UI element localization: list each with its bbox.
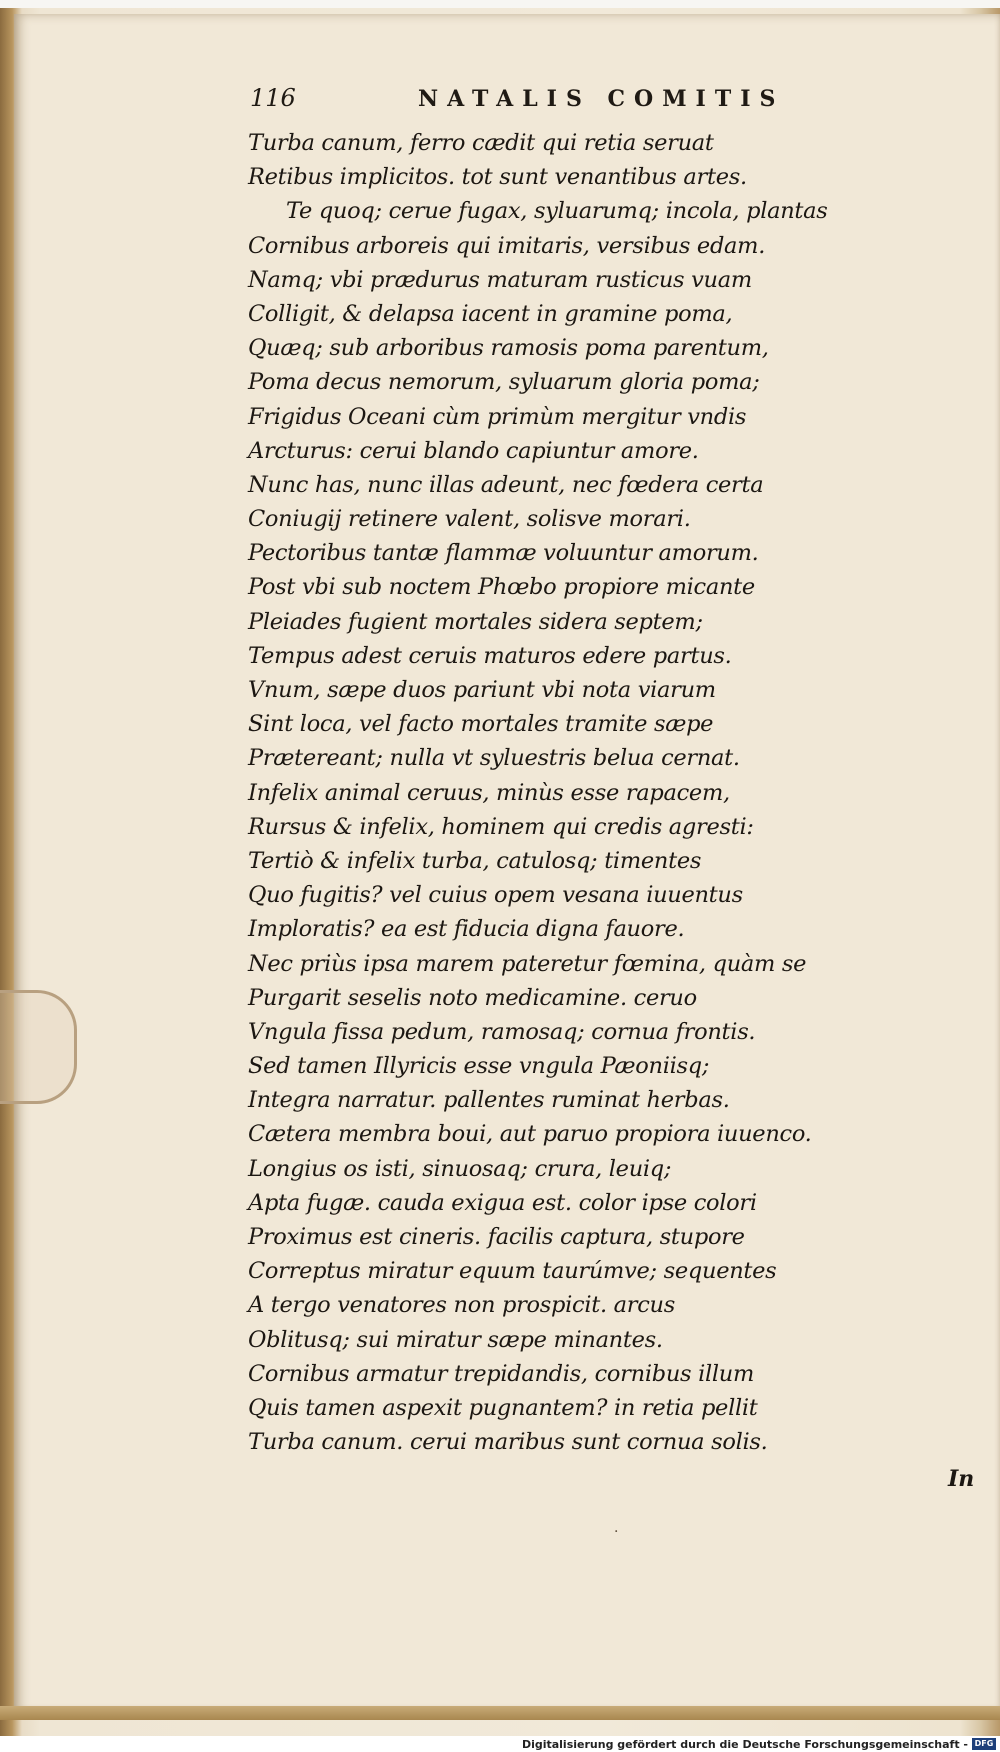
verse-line: Nunc has, nunc illas adeunt, nec fœdera certa [248,471,764,498]
verse-line: Cætera membra boui, aut paruo propiora iuuenco. [248,1121,812,1148]
verse-line: Namq; vbi prædurus maturam rusticus vuam [248,266,752,293]
verse-line: Poma decus nemorum, syluarum gloria poma; [248,369,760,396]
verse-line: Sed tamen Illyricis esse vngula Pæoniisq; [248,1053,710,1080]
verse-line: Correptus miratur equum taurúmve; sequentes [248,1258,777,1285]
verse-line: Longius os isti, sinuosaq; crura, leuiq; [248,1155,672,1182]
verse-line: Nec priùs ipsa marem pateretur fœmina, quàm se [248,950,807,977]
verse-line: Tempus adest ceruis maturos edere partus. [248,642,732,669]
digitization-credit: Digitalisierung gefördert durch die Deutsche Forschungsgemeinschaft - [521,1738,968,1751]
page-bottom-edge [0,1706,1000,1720]
verse-line: Proximus est cineris. facilis captura, stupore [248,1224,745,1250]
verse-line: Quis tamen aspexit pugnantem? in retia pellit [248,1394,758,1421]
verse-line: Retibus implicitos. tot sunt venantibus artes. [248,164,747,191]
verse-block [248,126,828,1459]
verse-line: Coniugij retinere valent, solisve morari. [248,506,691,533]
verse-line: Colligit, & delapsa iacent in gramine poma, [248,300,733,327]
verse-line: Prætereant; nulla vt syluestris belua cernat. [248,745,740,772]
verse-line: Vngula fissa pedum, ramosaq; cornua frontis. [248,1018,756,1045]
dfg-logo: DFG [972,1738,996,1750]
verse-line: Rursus & infelix, hominem qui credis agresti: [248,813,754,840]
verse-line: Quo fugitis? vel cuius opem vesana iuuentus [248,882,743,909]
verse-line: Integra narratur. pallentes ruminat herbas. [248,1087,730,1114]
verse-line: Vnum, sæpe duos pariunt vbi nota viarum [248,677,716,703]
verse-line: Cornibus arboreis qui imitaris, versibus edam. [248,232,766,259]
verse-line: Te quoq; cerue fugax, syluarumq; incola, plantas [286,198,828,225]
verse-line: Arcturus: cerui blando capiuntur amore. [248,437,699,464]
page-header [250,84,830,116]
ink-speck: · [614,1524,619,1540]
verse-line: Frigidus Oceani cùm primùm mergitur vndis [248,403,747,430]
verse-line: Quæq; sub arboribus ramosis poma parentum, [248,335,769,362]
verse-line: A tergo venatores non prospicit. arcus [248,1292,675,1319]
verse-line: Pleiades fugient mortales sidera septem; [248,608,703,635]
verse-line: Turba canum. cerui maribus sunt cornua solis. [248,1429,768,1456]
page-number: 116 [250,84,296,112]
clasp-mark [0,990,77,1104]
verse-line: Sint loca, vel facto mortales tramite sæpe [248,711,714,738]
verse-line: Tertiò & infelix turba, catulosq; timentes [248,847,702,874]
catchword: In [948,1466,975,1492]
verse-line: Oblitusq; sui miratur sæpe minantes. [248,1326,663,1353]
verse-line: Imploratis? ea est fiducia digna fauore. [248,916,685,943]
verse-line: Purgarit seselis noto medicamine. ceruo [248,984,697,1011]
running-head: NATALIS COMITIS [418,86,785,112]
verse-line: Infelix animal ceruus, minùs esse rapacem, [248,779,730,806]
verse-line: Post vbi sub noctem Phœbo propiore micante [248,574,755,601]
verse-line: Apta fugæ. cauda exigua est. color ipse colori [248,1189,757,1216]
verse-line: Cornibus armatur trepidandis, cornibus illum [248,1360,755,1387]
verse-line: Pectoribus tantæ flammæ voluuntur amorum. [248,540,759,567]
verse-line: Turba canum, ferro cædit qui retia seruat [248,130,714,156]
